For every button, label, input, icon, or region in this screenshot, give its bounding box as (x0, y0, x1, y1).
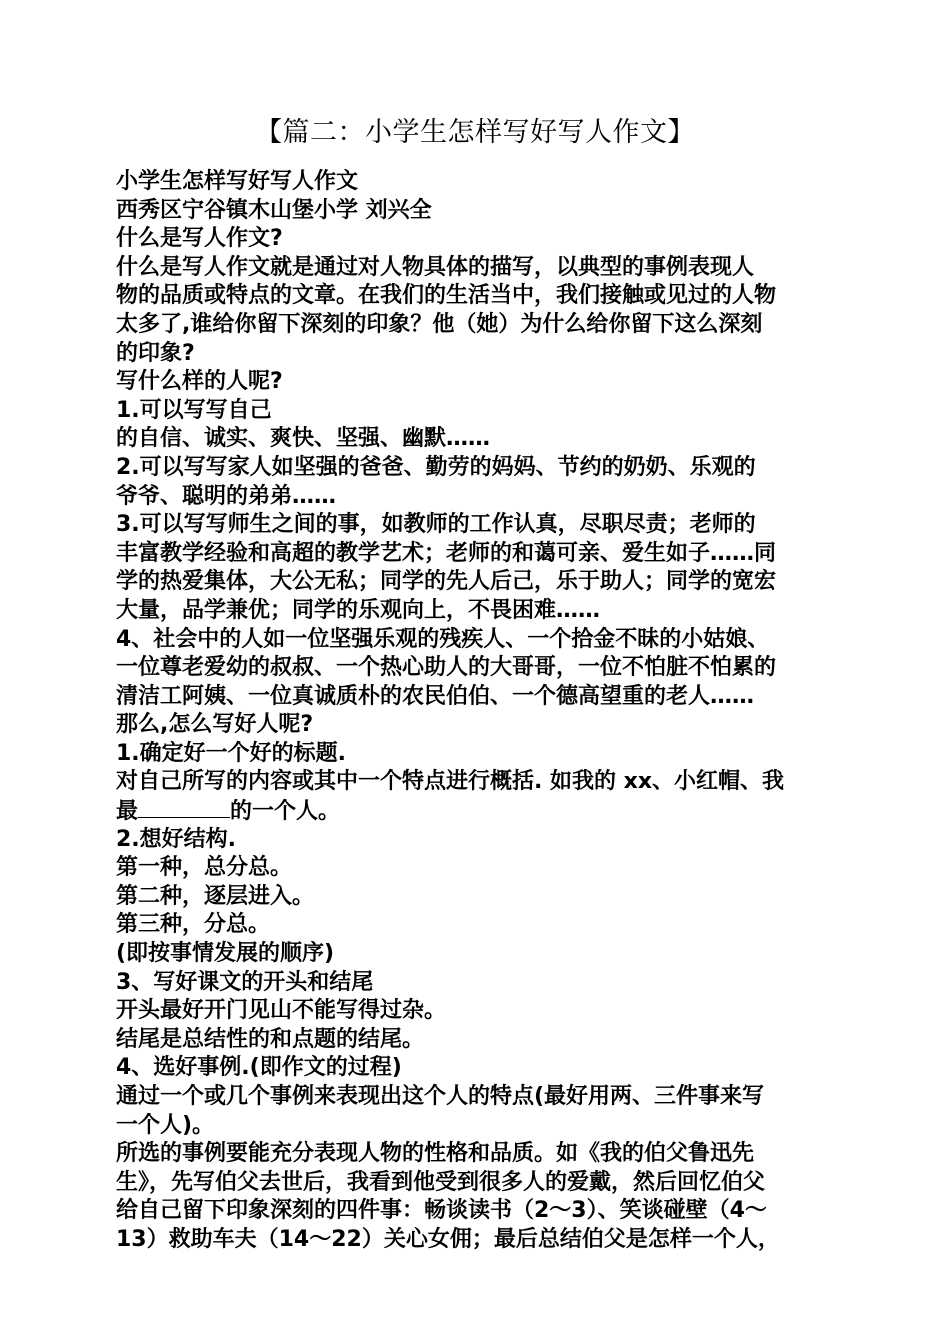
paragraph-line: 生》，先写伯父去世后，我看到他受到很多人的爱戴，然后回忆伯父 (116, 1169, 766, 1195)
list-item: 3、写好课文的开头和结尾 (116, 969, 374, 995)
paragraph-line: 开头最好开门见山不能写得过杂。 (116, 998, 447, 1024)
paragraph-line: 所选的事例要能充分表现人物的性格和品质。如《我的伯父鲁迅先 (116, 1141, 755, 1167)
paragraph-line: 13）救助车夫（14～22）关心女佣；最后总结伯父是怎样一个人， (116, 1226, 780, 1252)
list-item: 2.可以写写家人如坚强的爸爸、勤劳的妈妈、节约的奶奶、乐观的 (116, 454, 756, 480)
paragraph-line: 给自己留下印象深刻的四件事：畅谈读书（2～3）、笑谈碰壁（4～ (116, 1198, 767, 1224)
paragraph-line: 通过一个或几个事例来表现出这个人的特点(最好用两、三件事来写 (116, 1084, 765, 1109)
author-line: 西秀区宁谷镇木山堡小学 刘兴全 (116, 197, 432, 223)
paragraph-line: 第三种，分总。 (116, 912, 271, 938)
section-heading: 什么是写人作文? (116, 226, 283, 252)
paragraph-line: 第一种，总分总。 (116, 855, 293, 881)
section-heading: 写什么样的人呢? (116, 369, 283, 395)
fill-in-blank (138, 797, 230, 818)
list-item: 1.确定好一个好的标题. (116, 740, 347, 766)
fill-in-prefix: 最 (116, 799, 139, 825)
paragraph-line: 的印象? (116, 340, 195, 366)
page-title: 【篇二：小学生怎样写好写人作文】 (255, 117, 695, 148)
fill-in-suffix: 的一个人。 (230, 799, 341, 825)
paragraph-line: 一位尊老爱幼的叔叔、一个热心助人的大哥哥，一位不怕脏不怕累的 (116, 655, 777, 681)
paragraph-line: 丰富教学经验和高超的教学艺术；老师的和蔼可亲、爱生如子……同 (116, 540, 777, 566)
paragraph-line: 对自己所写的内容或其中一个特点进行概括. 如我的 xx、小红帽、我 (116, 769, 785, 795)
paragraph-line: 爷爷、聪明的弟弟…… (116, 483, 337, 509)
paragraph-line: 太多了,谁给你留下深刻的印象？他（她）为什么给你留下这么深刻 (116, 311, 763, 337)
paragraph-line: 学的热爱集体，大公无私；同学的先人后己，乐于助人；同学的宽宏 (116, 569, 777, 595)
list-item: 2.想好结构. (116, 826, 237, 852)
paragraph-line: 第二种，逐层进入。 (116, 883, 315, 909)
paragraph-line: 物的品质或特点的文章。在我们的生活当中，我们接触或见过的人物 (116, 283, 777, 309)
paragraph-line: 一个人)。 (116, 1112, 215, 1138)
section-heading: 那么,怎么写好人呢? (116, 712, 314, 738)
list-item: 1.可以写写自己 (116, 397, 272, 423)
paragraph-line: 的自信、诚实、爽快、坚强、幽默…… (116, 426, 491, 452)
paragraph-line: (即按事情发展的顺序) (116, 941, 335, 967)
list-item: 4、选好事例.(即作文的过程) (116, 1055, 402, 1081)
list-item: 3.可以写写师生之间的事，如教师的工作认真，尽职尽责；老师的 (116, 512, 756, 538)
article-body (116, 168, 838, 1255)
paragraph-line: 结尾是总结性的和点题的结尾。 (116, 1026, 425, 1052)
list-item: 4、社会中的人如一位坚强乐观的残疾人、一个拾金不昧的小姑娘、 (116, 626, 770, 652)
article-heading: 小学生怎样写好写人作文 (116, 169, 359, 194)
paragraph-line: 大量，品学兼优；同学的乐观向上，不畏困难…… (116, 597, 601, 623)
paragraph-line: 清洁工阿姨、一位真诚质朴的农民伯伯、一个德高望重的老人…… (116, 683, 755, 709)
fill-in-line (116, 797, 838, 826)
paragraph-line: 什么是写人作文就是通过对人物具体的描写，以典型的事例表现人 (116, 254, 755, 280)
